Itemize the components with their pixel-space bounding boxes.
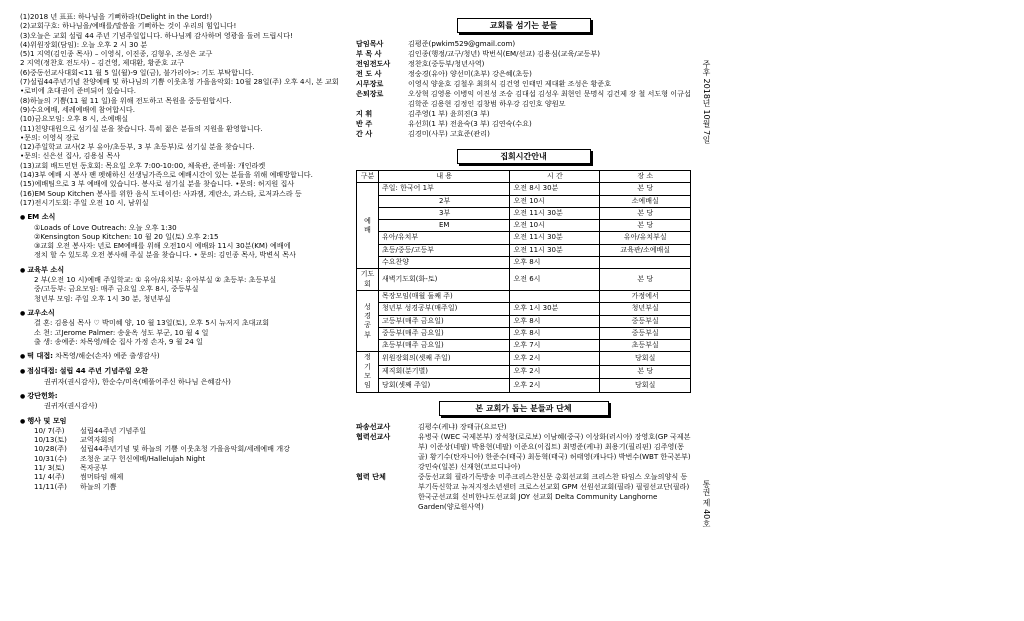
header-content: 내 용	[379, 171, 510, 183]
schedule-place: 초등부실	[600, 340, 691, 352]
mission-names: 김평수(케냐) 장태규(요르단)	[418, 421, 507, 431]
staff-role: 반 주	[356, 119, 373, 128]
event-row	[20, 454, 345, 463]
mission-type: 파송선교사	[356, 421, 391, 431]
schedule-place: 본 당	[600, 183, 691, 195]
staff-names: 김주영(1 부) 윤희진(3 부)	[408, 109, 490, 118]
event-row	[20, 435, 345, 444]
announcements-column	[20, 12, 345, 491]
announcement-line: (16)EM Soup Kitchen 봉사를 위한 음식 도네이션: 사과잼, 계란소, 과스타, 로저과스라 등	[20, 188, 302, 198]
schedule-row	[357, 257, 691, 269]
schedule-content: 고등부(매주 금요일)	[379, 315, 510, 327]
staff-row	[356, 89, 691, 109]
schedule-place: 본 당	[600, 207, 691, 219]
staff-row	[356, 119, 691, 129]
event-row	[20, 444, 345, 453]
staff-list	[356, 39, 691, 139]
schedule-time: 오후 8시	[510, 327, 600, 339]
announcement-line: (3)오늘은 교회 설립 44 주년 기념주일입니다. 하나님께 감사하며 영광을 돌려 드립시다!	[20, 30, 293, 40]
schedule-row	[357, 220, 691, 232]
event-date: 10/28(주)	[34, 444, 67, 454]
staff-names: 오상혁 김영용 이병익 이진성 조승 김대섭 김성우 최현인 문명식 김건제 장 철 서도형 이규섭 김학준 김용현 김정인 김창범 하우강 김인호 양원모	[408, 89, 691, 108]
em-news-line: ①Loads of Love Outreach: 오늘 오후 1:30	[34, 222, 177, 232]
schedule-time: 오후 8시	[510, 257, 600, 269]
em-news-line: ②Kensington Soup Kitchen: 10 월 20 일(토) 오후 2:15	[34, 231, 219, 241]
bulletin-volume: 통권 제 40호	[702, 480, 711, 528]
staff-role: 전 도 사	[356, 69, 382, 78]
member-news-line: 결 혼: 김용심 목사 ♡ 박미혜 양, 10 월 13일(토), 오후 5시 뉴저지 초대교회	[34, 318, 270, 328]
announcement-line: 2 지역(정찬호 전도사) – 김건영, 제대환, 황준호 교구	[20, 58, 185, 68]
schedule-place: 유아/유치부실	[600, 232, 691, 244]
schedule-row	[357, 195, 691, 207]
schedule-row	[357, 365, 691, 378]
staff-names: 김경미(사무) 고효준(관리)	[408, 129, 490, 138]
schedule-content: 주일: 한국어 1부	[379, 183, 510, 195]
schedule-time: 오후 8시	[510, 315, 600, 327]
announcement-line: (6)중동선교사대회<11 월 5 일(월)-9 일(금), 불가리아>: 기도 부탁합니다.	[20, 67, 254, 77]
event-date: 10/13(토)	[34, 435, 67, 445]
em-news-list	[20, 223, 345, 260]
announcement-line: (1)2018 년 표표: 하나님을 기뻐하라!(Delight in the Lord!)	[20, 12, 212, 21]
staff-row	[356, 69, 691, 79]
announcement-line: (15)예배팀으로 3 부 예배에 있습니다. 봉사로 섬기실 분을 찾습니다. •문의: 허지원 집사	[20, 179, 295, 189]
schedule-content: EM	[379, 220, 510, 232]
schedule-content: 수요찬양	[379, 257, 510, 269]
schedule-time: 오전 11시 30분	[510, 244, 600, 256]
event-row	[20, 463, 345, 472]
schedule-time: 오전 11시 30분	[510, 207, 600, 219]
schedule-category: 정 기 모 임	[357, 352, 379, 392]
event-text: 썸머타임 해제	[80, 472, 124, 482]
schedule-time: 오후 2시	[510, 379, 600, 392]
schedule-time: 오후 2시	[510, 365, 600, 378]
schedule-place: 중등부실	[600, 327, 691, 339]
event-date: 11/ 4(주)	[34, 472, 65, 482]
schedule-content: 2부	[379, 195, 510, 207]
staff-names: 정찬호(중등부/청년사역)	[408, 59, 485, 68]
schedule-place: 본 당	[600, 220, 691, 232]
schedule-time: 오전 11시 30분	[510, 232, 600, 244]
edu-news-line: 중/고등부: 금요모임: 매주 금요일 오후 8시, 중등부실	[34, 284, 199, 294]
event-date: 10/ 7(주)	[34, 425, 65, 435]
schedule-place: 본 당	[600, 269, 691, 291]
announcement-line: (9)수요예배, 세례예배에 참여합시다.	[20, 104, 136, 114]
lunch-text: 설립 44 주년 기념주일 오찬	[59, 366, 148, 376]
schedule-content: 유아/유치부	[379, 232, 510, 244]
mission-section-title: 본 교회가 돕는 분들과 단체	[439, 401, 609, 416]
lunch-sub: 권귀자(권시감사), 한순수/미옥(베풀어주신 하나님 은혜감사)	[44, 376, 231, 386]
schedule-category: 예 배	[357, 183, 379, 269]
staff-names: 유선희(1 부) 전윤숙(3 부) 김연숙(수요)	[408, 119, 532, 128]
mission-names: 중동선교회 필라기독방송 미주크리스찬신문 총회선교회 크리스찬 타임스 오늘의양식 동부기독신학교 뉴저지정소년센터 크로스선교회 GPM 선원선교회(필라) 필림선교단(필라) 한국군선교회 신비한나도선교회 JOY 선교회 Delta Community Langhorne Garden(양로원사역)	[418, 471, 690, 511]
schedule-row	[357, 269, 691, 291]
schedule-content: 당회(셋째 주일)	[379, 379, 510, 392]
schedule-row	[357, 290, 691, 302]
schedule-time: 오전 10시	[510, 195, 600, 207]
schedule-row	[357, 340, 691, 352]
staff-row	[356, 79, 691, 89]
edu-news-line: 2 부(오전 10 시)예배 주일학교: ① 유아/유치부: 유아부실 ② 초등부: 초등부실	[34, 275, 277, 285]
schedule-time: 오후 1시 30분	[510, 303, 600, 315]
announcement-line: (14)3부 예배 시 봉사 팬 펫해하신 선생님가족으로 예배시간이 있는 분들을 위해 예배방합니다.	[20, 170, 313, 180]
schedule-place: 교육관/소예배실	[600, 244, 691, 256]
schedule-place: 당회실	[600, 379, 691, 392]
schedule-row	[357, 379, 691, 392]
announcement-line: (12)주일학교 교사(2 부 유아/초등부, 3 부 초등부)로 섬기실 분을 찾습니다.	[20, 142, 255, 152]
schedule-content: 제직회(분기별)	[379, 365, 510, 378]
event-row	[20, 472, 345, 481]
lunch-row	[20, 366, 345, 376]
staff-role: 간 사	[356, 129, 373, 138]
schedule-content: 청년부 성경공부(매주일)	[379, 303, 510, 315]
announcement-line: (5)1 지역(김인종 목사) – 이영식, 이진종, 김형우, 조성은 교구	[20, 49, 213, 59]
announcement-line: (7)설립44주년기념 찬양예배 및 하나님의 기쁨 이웃초청 가을음악회: 10월 28일(주) 오후 4시, 본 교회	[20, 77, 339, 87]
mission-row	[356, 422, 691, 432]
staff-row	[356, 49, 691, 59]
schedule-time: 오전 6시	[510, 269, 600, 291]
schedule-category: 성 경 공 부	[357, 290, 379, 351]
schedule-place: 중등부실	[600, 315, 691, 327]
schedule-body	[357, 183, 691, 392]
staff-row	[356, 129, 691, 139]
bulletin-date: 주후 2018년 10월 7일	[702, 60, 711, 144]
fellowship-title: 떡 대접:	[27, 351, 54, 361]
schedule-content: 목장모임(매월 둘째 주)	[379, 290, 510, 302]
schedule-time: 오전 10시	[510, 220, 600, 232]
schedule-section-title: 집회시간안내	[457, 149, 591, 164]
announcement-line: (4)위원장회(담임): 오늘 오후 2 시 30 분	[20, 39, 148, 49]
mission-list	[356, 422, 691, 512]
fellowship-row	[20, 351, 345, 361]
event-date: 11/ 3(토)	[34, 463, 65, 473]
schedule-row	[357, 244, 691, 256]
staff-names: 정숭경(유아) 양선미(초부) 강은혜(초등)	[408, 69, 532, 78]
info-column	[356, 18, 691, 512]
member-news-title: ● 교우소식	[20, 308, 345, 318]
schedule-table	[356, 170, 691, 393]
schedule-row	[357, 183, 691, 195]
staff-role: 담임목사	[356, 39, 384, 48]
event-text: 교역자회의	[80, 435, 115, 445]
announcement-line: (2)교회구호: 하나님을/예배를/말씀을 기뻐하는 것이 우리의 힘입니다!	[20, 21, 237, 31]
event-row	[20, 482, 345, 491]
header-time: 시 간	[510, 171, 600, 183]
mission-names: 유병국 (WEC 국제본부) 장석창(로로보) 이남혜(중국) 이상화(러시아) 장영호(GP 국제본부) 이준상(네팔) 박용현(네팔) 이준요(이집트) 최명준(케냐) 최용기(필리핀) 김주영(몽골) 황기수(탄자니아) 한준수(태국) 최동혁(태국) 허태영(캐나다) 박번수(WBT 한국본부) 강민숙(일본) 신재현(코르디나아)	[418, 431, 691, 471]
schedule-time	[510, 290, 600, 302]
member-news-list	[20, 318, 345, 346]
schedule-row	[357, 352, 691, 365]
edu-news-list	[20, 275, 345, 303]
schedule-place: 가정에서	[600, 290, 691, 302]
announcement-line: •문의: 신은선 집사, 김용심 목사	[20, 151, 121, 161]
schedule-content: 위원장회의(셋째 주일)	[379, 352, 510, 365]
announcement-line: (13)교회 배드민턴 동호회: 목요일 오후 7:00-10:00, 체육관, 준비물: 개인라켓	[20, 160, 266, 170]
event-row	[20, 426, 345, 435]
em-news-title: ● EM 소식	[20, 212, 345, 222]
staff-names: 김인종(행정/교구/청년) 박번식(EM/선교) 김용심(교육/교등부)	[408, 49, 601, 58]
announcement-line: (17)전시기도회: 주일 오전 10 시, 남위실	[20, 197, 149, 207]
staff-names: 이영식 양윤호 김철우 최희식 김건영 인태민 제대환 조성은 황준호	[408, 79, 612, 88]
events-title: ● 행사 및 모임	[20, 416, 345, 426]
announcement-list	[20, 12, 345, 207]
schedule-place: 본 당	[600, 365, 691, 378]
event-text: 설립44주년기념 및 하늘의 기쁨 이웃초청 가을음악회/세례예배 개강	[80, 444, 290, 454]
schedule-content: 중등부(매주 금요일)	[379, 327, 510, 339]
staff-role: 은퇴장로	[356, 89, 384, 98]
announcement-line: (11)친양대원으로 섬기실 분을 찾습니다. 특히 젊은 분들의 지원을 환영합니다.	[20, 123, 263, 133]
schedule-time: 오후 2시	[510, 352, 600, 365]
mission-type: 협력선교사	[356, 431, 391, 441]
schedule-row	[357, 315, 691, 327]
header-category: 구분	[357, 171, 379, 183]
event-text: 설립44주년 기념주일	[80, 425, 147, 435]
em-news-line: ③교회 오전 봉사자: 년로 EM예배를 위해 오전10시 예배와 11시 30분(KM) 예배에	[34, 241, 291, 251]
schedule-content: 3부	[379, 207, 510, 219]
schedule-content: 새벽기도회(화-토)	[379, 269, 510, 291]
event-date: 10/31(수)	[34, 453, 67, 463]
flower-title: ● 강단헌화:	[20, 391, 345, 401]
event-text: 하늘의 기쁨	[80, 481, 117, 491]
announcement-line: (8)하늘의 기쁨(11 월 11 일)을 위해 전도하고 목원을 중등원합시다.	[20, 95, 232, 105]
schedule-row	[357, 327, 691, 339]
staff-row	[356, 59, 691, 69]
edu-news-line: 청년부 모임: 주일 오후 1시 30 분, 청년부실	[34, 293, 171, 303]
em-news-line: 정치 할 수 있도록 오전 봉사해 주실 분을 찾습니다. • 문의: 김인종 목사, 박변식 목사	[34, 250, 296, 260]
event-text: 목자공부	[80, 463, 108, 473]
flower-sub: 권귀자(권시감사)	[44, 401, 98, 411]
schedule-row	[357, 303, 691, 315]
event-date: 11/11(주)	[34, 481, 67, 491]
schedule-row	[357, 207, 691, 219]
schedule-place: 당회실	[600, 352, 691, 365]
schedule-place: 소예배실	[600, 195, 691, 207]
announcement-line: •로비에 초대권이 준비되어 있습니다.	[20, 86, 136, 96]
schedule-content: 초등부(매주 금요일)	[379, 340, 510, 352]
mission-row	[356, 472, 691, 512]
mission-row	[356, 432, 691, 472]
fellowship-text: 차목영/해순(손자) 예준 출생감사)	[55, 351, 160, 361]
edu-news-title: ● 교육부 소식	[20, 265, 345, 275]
staff-row	[356, 109, 691, 119]
schedule-place: 청년부실	[600, 303, 691, 315]
announcement-line: (10)금요모임: 오후 8 시, 소예배실	[20, 114, 129, 124]
schedule-row	[357, 232, 691, 244]
schedule-time: 오전 8시 30분	[510, 183, 600, 195]
events-list	[20, 426, 345, 491]
header-place: 장 소	[600, 171, 691, 183]
member-news-line: 소 천: 고Jerome Palmer: 송윤옥 성도 부군, 10 월 4 일	[34, 327, 209, 337]
mission-type: 협력 단체	[356, 471, 386, 481]
lunch-title: 점심대접:	[27, 366, 58, 376]
staff-role: 전임전도사	[356, 59, 391, 68]
staff-row	[356, 39, 691, 49]
staff-names: 김평준(pwkim529@gmail.com)	[408, 39, 516, 48]
announcement-line: •문의: 이영식 장로	[20, 132, 80, 142]
schedule-content: 초등/중등/고등부	[379, 244, 510, 256]
staff-role: 부 목 사	[356, 49, 382, 58]
member-news-line: 출 생: 송예준: 차목영/해순 집사 가정 손자, 9 월 24 일	[34, 336, 203, 346]
event-text: 조청운 교구 헌신예배/Hallelujah Night	[80, 453, 206, 463]
schedule-header-row	[357, 171, 691, 183]
schedule-time: 오후 7시	[510, 340, 600, 352]
staff-role: 지 휘	[356, 109, 373, 118]
schedule-category: 기도회	[357, 269, 379, 291]
schedule-place	[600, 257, 691, 269]
staff-section-title: 교회를 섬기는 분들	[457, 18, 591, 33]
staff-role: 시무장로	[356, 79, 384, 88]
